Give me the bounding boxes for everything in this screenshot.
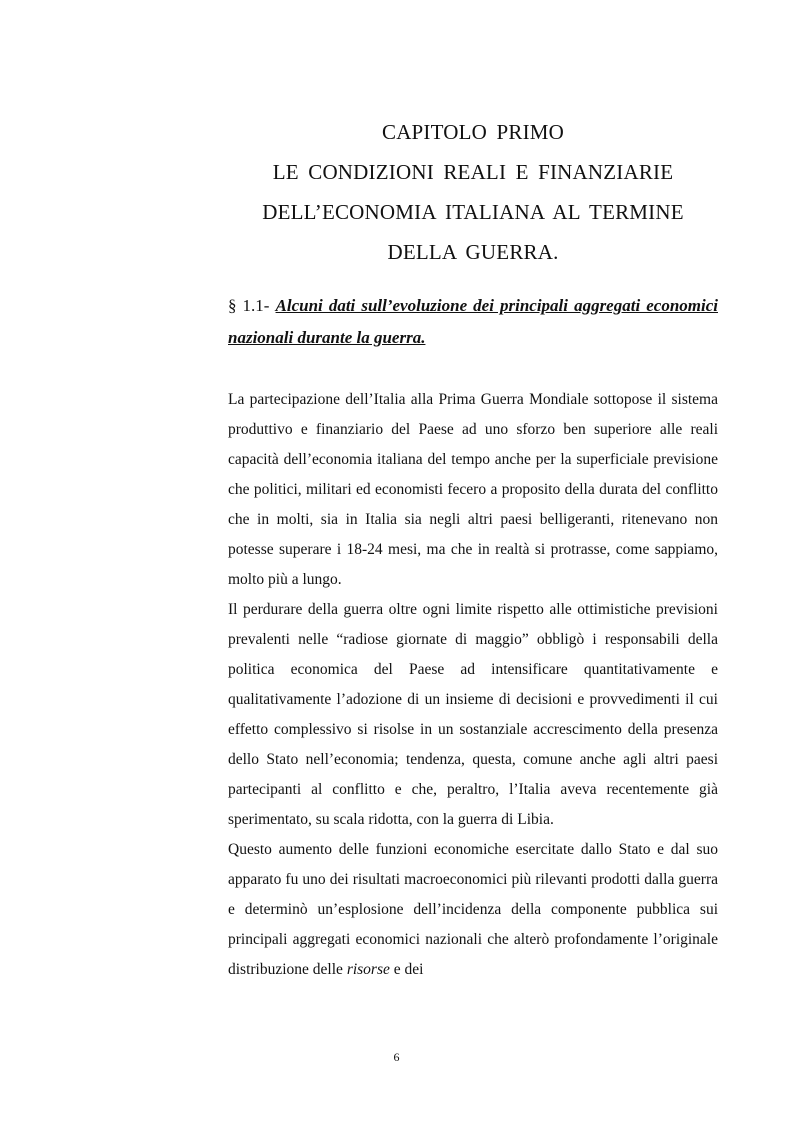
paragraph-3-text-after: e dei [389, 961, 424, 978]
chapter-subtitle-line-3: DELLA GUERRA. [387, 240, 559, 264]
page-number: 6 [393, 1050, 400, 1064]
chapter-title: CAPITOLO PRIMO [381, 120, 565, 144]
body-text [228, 385, 718, 985]
section-heading [228, 290, 718, 354]
chapter-heading [228, 112, 718, 272]
section-title: Alcuni dati sull’evoluzione dei principali aggregati economici nazionali durante la guerra. [228, 296, 718, 347]
chapter-subtitle-line-1: LE CONDIZIONI REALI E FINANZIARIE [272, 160, 674, 184]
paragraph-2: Il perdurare della guerra oltre ogni limite rispetto alle ottimistiche previsioni prevalenti nelle “radiose giornate di maggio” obbligò i responsabili della politica economica del Paese ad intensificare quantitativamente e qualitativamente l’adozione di un insieme di decisioni e provvedimenti il cui effetto complessivo si risolse in un sostanziale accrescimento della presenza dello Stato nell’economia; tendenza, questa, comune anche agli altri paesi partecipanti al conflitto e che, peraltro, l’Italia aveva recentemente già sperimentato, su scala ridotta, con la guerra di Libia. [228, 601, 718, 828]
chapter-subtitle-line-2: DELL’ECONOMIA ITALIANA AL TERMINE [262, 200, 684, 224]
paragraph-3-emphasis: risorse [346, 961, 390, 978]
paragraph-3-text-before: Questo aumento delle funzioni economiche esercitate dallo Stato e dal suo apparato fu uno dei risultati macroeconomici più rilevanti prodotti dalla guerra e determinò un’esplosione dell’incidenza della componente pubblica sui principali aggregati economici nazionali che alterò profondamente l’originale distribuzione delle [228, 841, 718, 978]
paragraph-3 [228, 835, 718, 985]
section-number: § 1.1- [228, 296, 270, 315]
paragraph-1: La partecipazione dell’Italia alla Prima Guerra Mondiale sottopose il sistema produttivo e finanziario del Paese ad uno sforzo ben superiore alle reali capacità dell’economia italiana del tempo anche per la superficiale previsione che politici, militari ed economisti fecero a proposito della durata del conflitto che in molti, sia in Italia sia negli altri paesi belligeranti, ritenevano non potesse superare i 18-24 mesi, ma che in realtà si protrasse, come sappiamo, molto più a lungo. [228, 391, 718, 588]
